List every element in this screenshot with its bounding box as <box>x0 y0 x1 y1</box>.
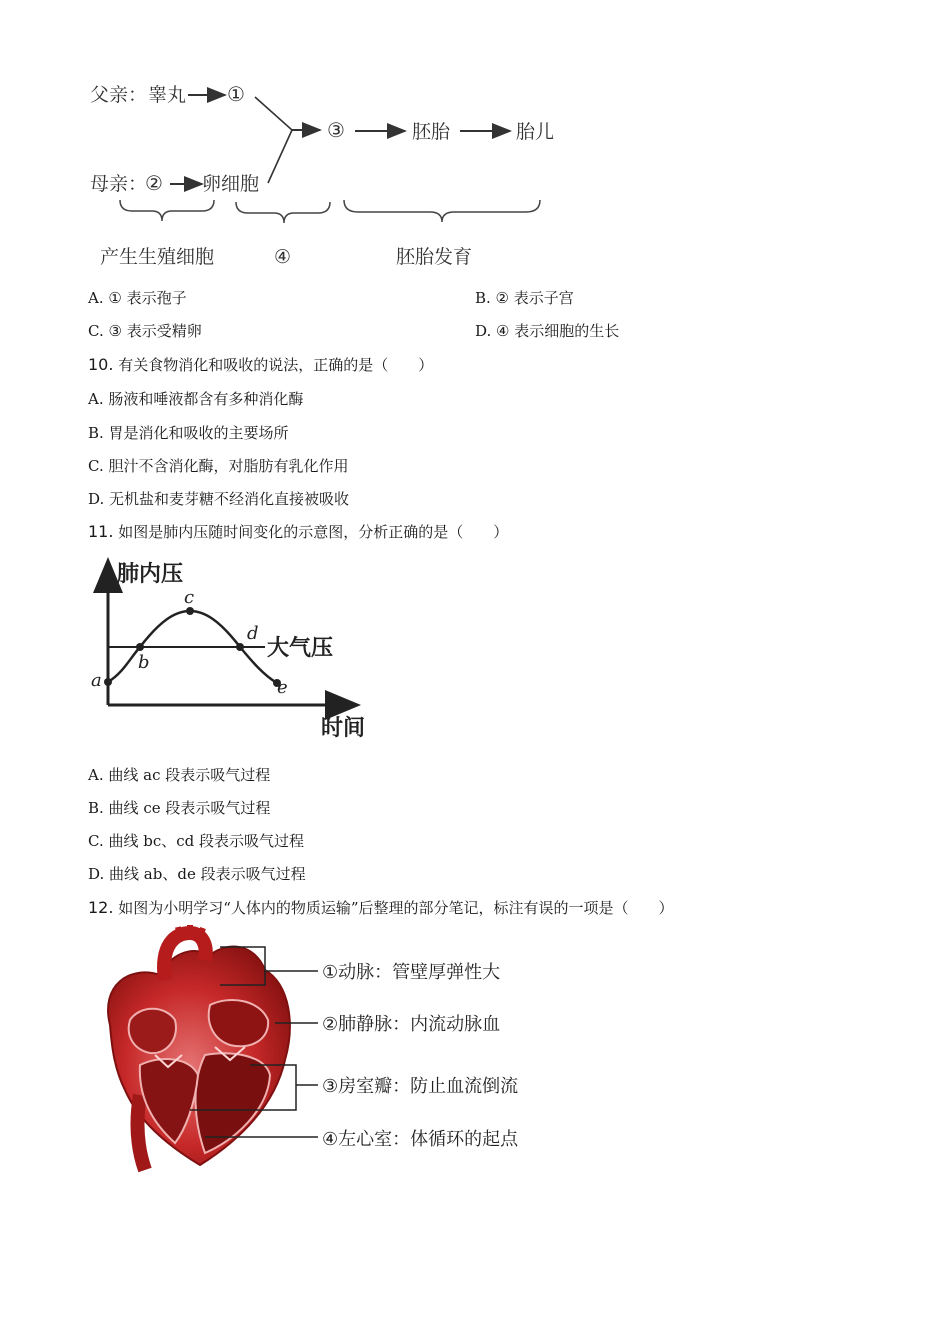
q11-option-d: D. 曲线 ab、de 段表示吸气过程 <box>88 865 306 883</box>
testis-label: 睾丸 <box>148 84 187 106</box>
q10-option-a: A. 肠液和唾液都含有多种消化酶 <box>88 390 304 408</box>
q9-option-c: C. ③ 表示受精卵 <box>88 322 202 340</box>
heart-diagram <box>90 925 530 1180</box>
q9-option-b: B. ② 表示子宫 <box>475 289 574 307</box>
merge-line-bottom <box>268 130 292 183</box>
egg-cell-label: 卵细胞 <box>202 173 260 195</box>
y-axis-label: 肺内压 <box>117 562 184 587</box>
fetus-label: 胎儿 <box>516 121 555 143</box>
q11-option-a: A. 曲线 ac 段表示吸气过程 <box>88 766 271 784</box>
label-b: b <box>138 652 150 673</box>
q10-number: 10. <box>88 355 114 374</box>
father-label: 父亲： <box>90 84 148 106</box>
q10-stem <box>88 355 433 375</box>
point-a <box>104 678 112 686</box>
brace3-label: 胚胎发育 <box>396 246 473 268</box>
brace2-label: ④ <box>274 246 292 268</box>
heart-label-1: ①动脉：管壁厚弹性大 <box>322 962 501 983</box>
label-e: e <box>277 677 288 698</box>
brace-3 <box>344 200 540 222</box>
mother-label: 母亲： <box>90 173 148 195</box>
brace1-label: 产生生殖细胞 <box>100 246 215 268</box>
brace-2 <box>236 202 330 223</box>
point-b <box>136 643 144 651</box>
q11-text: 如图是肺内压随时间变化的示意图，分析正确的是（ ） <box>113 523 509 541</box>
q10-option-c: C. 胆汁不含消化酶，对脂肪有乳化作用 <box>88 457 349 475</box>
embryo-label: 胚胎 <box>412 121 451 143</box>
reproduction-diagram <box>80 75 580 275</box>
point-d <box>236 643 244 651</box>
q12-text: 如图为小明学习“人体内的物质运输”后整理的部分笔记，标注有误的一项是（ ） <box>113 899 674 917</box>
q11-option-b: B. 曲线 ce 段表示吸气过程 <box>88 799 271 817</box>
label-a: a <box>91 670 102 691</box>
q10-option-b: B. 胃是消化和吸收的主要场所 <box>88 424 289 442</box>
heart-label-2: ②肺静脉：内流动脉血 <box>322 1014 501 1035</box>
circle-1: ① <box>227 82 245 106</box>
q9-option-d: D. ④ 表示细胞的生长 <box>475 322 620 340</box>
point-c <box>186 607 194 615</box>
q11-number: 11. <box>88 522 114 541</box>
q11-stem <box>88 522 508 542</box>
q11-option-c: C. 曲线 bc、cd 段表示吸气过程 <box>88 832 305 850</box>
q9-option-a: A. ① 表示孢子 <box>88 289 187 307</box>
q12-stem <box>88 898 674 918</box>
merge-line-top <box>255 97 292 130</box>
heart-label-4: ④左心室：体循环的起点 <box>322 1129 519 1150</box>
x-axis-label: 时间 <box>321 716 366 741</box>
q12-number: 12. <box>88 898 114 917</box>
atmospheric-label: 大气压 <box>267 636 334 661</box>
brace-1 <box>120 200 214 221</box>
vena-cava <box>138 1095 145 1170</box>
right-atrium <box>129 1009 176 1053</box>
q10-text: 有关食物消化和吸收的说法，正确的是（ ） <box>113 356 434 374</box>
label-d: d <box>247 623 259 644</box>
circle-2: ② <box>145 171 163 195</box>
heart-label-3: ③房室瓣：防止血流倒流 <box>322 1076 519 1097</box>
circle-3: ③ <box>327 118 345 142</box>
label-c: c <box>184 587 195 608</box>
lung-pressure-graph <box>85 555 385 745</box>
q10-option-d: D. 无机盐和麦芽糖不经消化直接被吸收 <box>88 490 350 508</box>
